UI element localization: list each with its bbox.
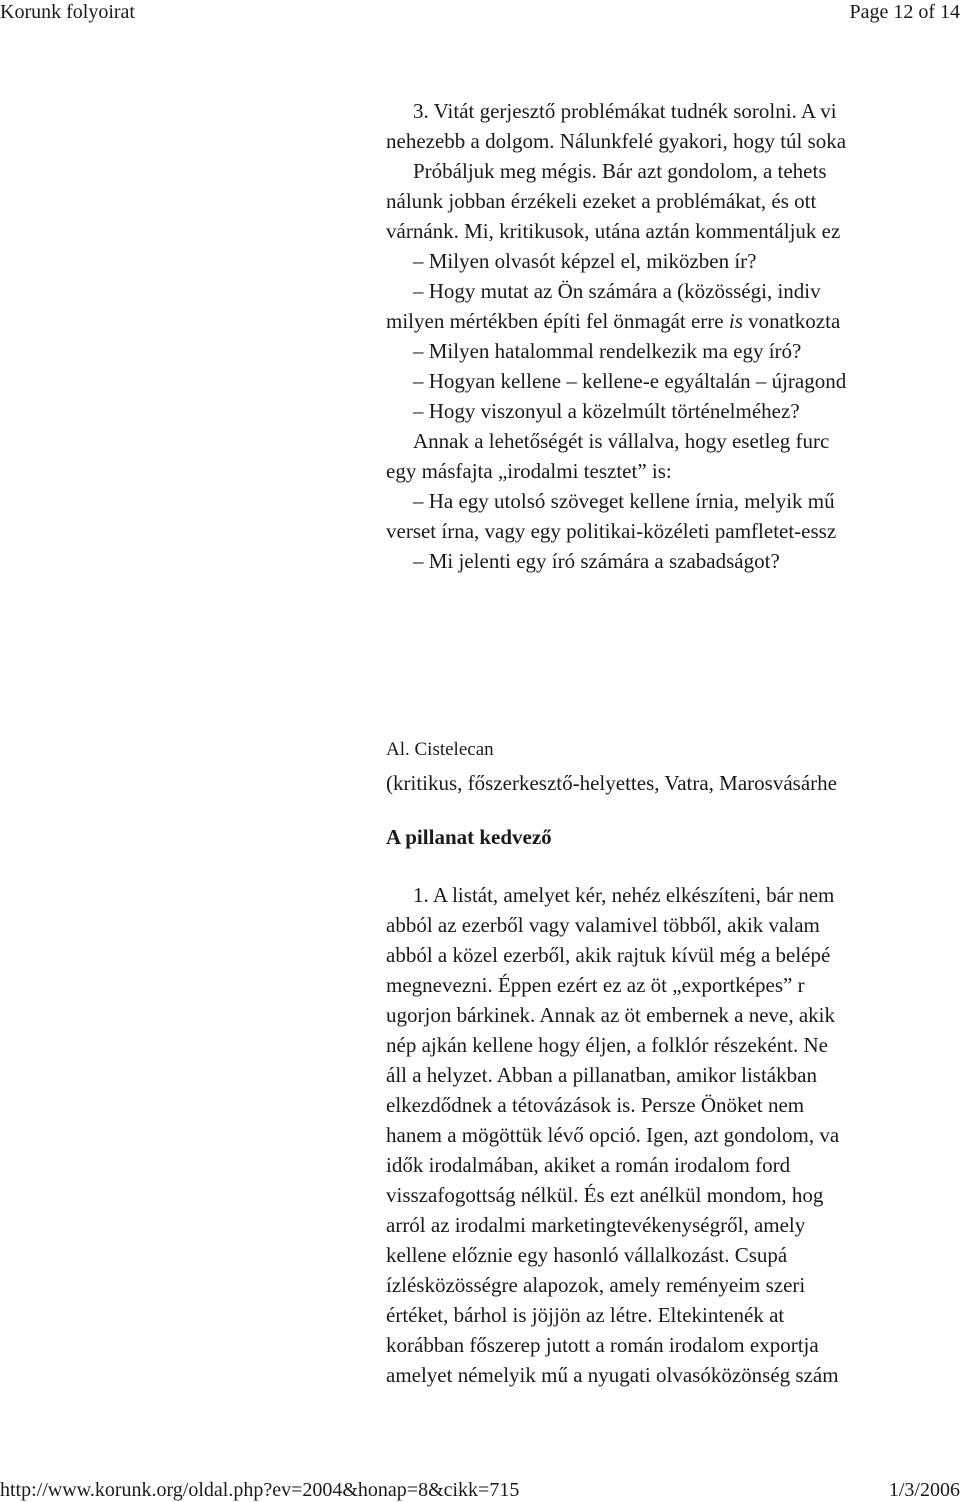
text-line: elkezdődnek a tétovázások is. Persze Önöket nem — [386, 1093, 805, 1117]
page-url: http://www.korunk.org/oldal.php?ev=2004&honap=8&cikk=715 — [0, 1479, 520, 1501]
site-title: Korunk folyoirat — [0, 1, 135, 23]
text-line: verset írna, vagy egy politikai-közéleti pamfletet-essz — [386, 519, 837, 543]
question-line: – Hogy viszonyul a közelmúlt történelméhez? — [413, 399, 800, 423]
text-line: Próbáljuk meg mégis. Bár azt gondolom, a tehets — [413, 159, 827, 183]
text-line: áll a helyzet. Abban a pillanatban, amikor listákban — [386, 1063, 817, 1087]
text-line: nehezebb a dolgom. Nálunkfelé gyakori, hogy túl soka — [386, 129, 847, 153]
text-line: Annak a lehetőségét is vállalva, hogy esetleg furc — [413, 429, 830, 453]
question-line: – Hogy mutat az Ön számára a (közösségi, indiv — [413, 279, 821, 303]
text-line: abból a közel ezerből, akik rajtuk kívül még a belépé — [386, 943, 831, 967]
question-line: – Ha egy utolsó szöveget kellene írnia, melyik mű — [413, 489, 835, 513]
text-line: kellene előznie egy hasonló vállalkozást. Csupá — [386, 1243, 788, 1267]
article-title-block — [386, 822, 960, 852]
question-line: – Milyen olvasót képzel el, miközben ír? — [413, 249, 757, 273]
text-line: amelyet némelyik mű a nyugati olvasóközönség szám — [386, 1363, 839, 1387]
text-line: visszafogottság nélkül. És ezt anélkül mondom, hog — [386, 1183, 824, 1207]
article-title: A pillanat kedvező — [386, 825, 552, 849]
author-name: Al. Cistelecan — [386, 739, 494, 760]
page-indicator: Page 12 of 14 — [849, 1, 960, 23]
text-line: milyen mértékben építi fel önmagát erre is vonatkozta — [386, 309, 841, 333]
text-line: abból az ezerből vagy valamivel többől, akik valam — [386, 913, 820, 937]
text-line: arról az irodalmi marketingtevékenységről, amely — [386, 1213, 806, 1237]
author-block — [386, 736, 960, 798]
text-line: ugorjon bárkinek. Annak az öt embernek a neve, akik — [386, 1003, 836, 1027]
author-role: (kritikus, főszerkesztő-helyettes, Vatra, Marosvásárhe — [386, 771, 837, 795]
text-line: értéket, bárhol is jöjjön az létre. Eltekintenék at — [386, 1303, 785, 1327]
question-line: – Mi jelenti egy író számára a szabadságot? — [413, 549, 780, 573]
question-line: – Hogyan kellene – kellene-e egyáltalán – újragond — [413, 369, 847, 393]
questions-block — [386, 96, 960, 576]
text-line: korábban főszerep jutott a román irodalom exportja — [386, 1333, 819, 1357]
text-line: egy másfajta „irodalmi tesztet” is: — [386, 459, 672, 483]
text-line: nálunk jobban érzékeli ezeket a problémákat, és ott — [386, 189, 817, 213]
print-date: 1/3/2006 — [888, 1479, 960, 1501]
text-line: 3. Vitát gerjesztő problémákat tudnék sorolni. A vi — [413, 99, 837, 123]
emphasis-text: is — [728, 309, 743, 333]
text-line: megnevezni. Éppen ezért ez az öt „exportképes” r — [386, 973, 805, 997]
text-line: 1. A listát, amelyet kér, nehéz elkészíteni, bár nem — [413, 883, 835, 907]
answer-block — [386, 880, 960, 1390]
question-line: – Milyen hatalommal rendelkezik ma egy író? — [413, 339, 802, 363]
text-line: idők irodalmában, akiket a román irodalom ford — [386, 1153, 791, 1177]
text-line: várnánk. Mi, kritikusok, utána aztán kommentáljuk ez — [386, 219, 841, 243]
text-line: hanem a mögöttük lévő opció. Igen, azt gondolom, va — [386, 1123, 840, 1147]
text-line: ízlésközösségre alapozok, amely reményeim szeri — [386, 1273, 806, 1297]
text-line: nép ajkán kellene hogy éljen, a folklór részeként. Ne — [386, 1033, 828, 1057]
